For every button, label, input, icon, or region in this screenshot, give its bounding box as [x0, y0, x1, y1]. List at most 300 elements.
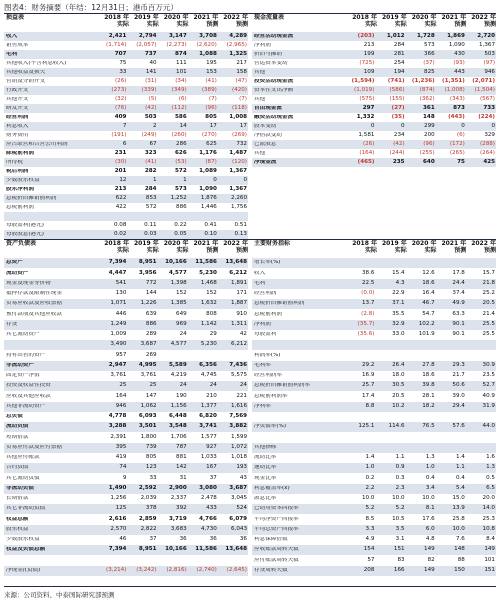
table-row	[252, 268, 496, 278]
cell-value: (42)	[393, 140, 405, 147]
column-year: 2020 年	[163, 14, 189, 21]
cell-value: (34)	[175, 77, 187, 84]
cell-value: 808	[206, 310, 217, 317]
cell-value: 1,089	[199, 167, 217, 174]
cell-value: 10.2	[392, 402, 405, 409]
row-label: 净现金流	[254, 159, 277, 165]
column-year: 2018 年	[352, 14, 377, 21]
cell-value: (47)	[235, 77, 247, 84]
cell-value: 1,367	[478, 41, 495, 48]
cell-value: 21.8	[482, 279, 495, 286]
cell-value: (465)	[357, 158, 375, 165]
column-year: 2019 年	[133, 14, 159, 21]
cell-value: 910	[236, 310, 247, 317]
cell-value: 573	[175, 185, 187, 192]
cell-value: 208	[363, 566, 375, 573]
column-year: 2018 年	[104, 240, 129, 247]
column-header	[347, 241, 377, 255]
cell-value: 1,367	[229, 185, 247, 192]
row-label: 净利润	[254, 42, 271, 48]
cell-value: 3,501	[138, 423, 157, 430]
cell-value: 1.1	[455, 464, 465, 471]
cell-value: (42)	[145, 104, 157, 111]
table-row	[4, 566, 248, 576]
row-label: 经营利润	[254, 291, 277, 297]
cell-value: 190	[176, 392, 187, 399]
cell-value: 13,648	[225, 259, 247, 266]
cell-value: (1,504)	[474, 86, 495, 93]
cell-value: 24	[179, 331, 187, 338]
cell-value: 3.3	[365, 525, 375, 532]
table-row	[4, 555, 248, 565]
cell-value: 1,009	[110, 331, 127, 338]
table-row	[4, 463, 248, 473]
cell-value: (7)	[239, 95, 247, 102]
cell-value: 67	[149, 140, 157, 147]
column-header	[188, 15, 218, 29]
cell-value: 147	[145, 392, 157, 399]
table-row	[252, 158, 496, 167]
cell-value: (3,242)	[136, 566, 157, 573]
table-row	[4, 504, 248, 514]
cell-value: (2,057)	[136, 41, 157, 48]
row-label: 利息保障倍数	[254, 537, 288, 543]
table-row	[4, 545, 248, 555]
cell-value: 25	[149, 382, 157, 389]
row-label: 应占联营和合营公司利润	[6, 141, 68, 147]
cell-value: 102.2	[418, 320, 435, 327]
cell-value: (741)	[387, 77, 405, 84]
row-label: 净利率	[254, 403, 271, 409]
cell-value: 7	[122, 122, 127, 129]
cell-value: 4,577	[169, 269, 187, 276]
row-label: 毛利率	[254, 362, 271, 368]
table-row	[4, 279, 248, 289]
table-row	[4, 289, 248, 299]
cell-value: (97)	[483, 59, 495, 66]
cell-value: 31.9	[482, 402, 495, 409]
cell-value: 4,219	[170, 372, 187, 379]
column-status: 实际	[394, 246, 407, 254]
cell-value: 503	[484, 50, 495, 57]
cell-value: 0.4	[425, 474, 435, 481]
cell-value: 3,741	[199, 423, 217, 430]
cell-value: 2,337	[170, 495, 187, 502]
row-label: 经营活动现金流	[254, 33, 294, 39]
table-row	[252, 361, 496, 371]
cell-value: 21.4	[482, 310, 495, 317]
cell-value: (76)	[114, 104, 127, 111]
table-row	[4, 371, 248, 381]
cell-value: 12.6	[422, 269, 435, 276]
cell-value: 969	[176, 320, 187, 327]
cell-value: 3,147	[169, 32, 187, 39]
cell-value: 1,072	[230, 443, 247, 450]
table-row	[4, 494, 248, 504]
cell-value: 57.6	[452, 423, 465, 430]
cell-value: 15.0	[452, 495, 465, 502]
cell-value: 3,548	[169, 423, 187, 430]
cell-value: 297	[362, 104, 375, 111]
cell-value: 1,632	[200, 300, 217, 307]
cell-value: 0.3	[395, 474, 405, 481]
cell-value: 626	[175, 149, 187, 156]
cell-value: 739	[145, 443, 157, 450]
cell-value: 101.9	[418, 331, 435, 338]
cell-value: 15.4	[392, 269, 405, 276]
cell-value: 7,394	[108, 546, 127, 553]
cell-value: 6	[122, 140, 127, 147]
cell-value: 0.4	[455, 474, 465, 481]
row-label: 除税前利润	[6, 150, 34, 156]
column-header	[436, 15, 466, 29]
column-status: 实际	[116, 20, 129, 28]
table-row	[4, 453, 248, 463]
figure-title: 图表4：财务摘要（年结：12月31日；港币百万元）	[4, 3, 178, 12]
row-label: 合约负债	[6, 465, 29, 471]
cell-value: 25	[119, 382, 127, 389]
cell-value: 269	[145, 351, 157, 358]
column-year: 2022 年	[223, 240, 248, 247]
row-label: 其他收益及损失	[6, 69, 46, 75]
table-row	[4, 104, 248, 113]
cell-value: 10,166	[165, 259, 187, 266]
cell-value: 772	[145, 279, 157, 286]
cell-value: 4,730	[200, 525, 217, 532]
table-row	[252, 402, 496, 412]
table-row	[252, 443, 496, 453]
cell-value: (244)	[389, 149, 405, 156]
cell-value: 20.5	[482, 300, 495, 307]
cell-value: 1,090	[199, 185, 217, 192]
table-row	[4, 391, 248, 401]
cell-value: 29.3	[452, 361, 465, 368]
cell-value: (2,071)	[472, 77, 495, 84]
cell-value: (2,620)	[196, 41, 217, 48]
cell-value: 37	[149, 536, 157, 543]
table-row	[4, 484, 248, 494]
cell-value: 0.08	[113, 221, 127, 228]
column-header	[466, 15, 496, 29]
row-label: 流动负债	[6, 424, 29, 430]
cell-value: (118)	[231, 104, 247, 111]
cell-value: 2,391	[110, 433, 127, 440]
row-label: 贸易应付款及应付票据	[6, 444, 62, 450]
cell-value: 25.3	[482, 515, 495, 522]
cell-value: 1	[153, 176, 157, 183]
cell-value: (1,351)	[442, 77, 465, 84]
cell-value: (26)	[362, 140, 375, 147]
cell-value: (26)	[114, 77, 127, 84]
column-status: 预测	[206, 246, 219, 254]
cell-value: 10.8	[482, 525, 495, 532]
cell-value: 37.4	[452, 290, 465, 297]
cell-value: 31	[179, 474, 187, 481]
column-header	[99, 241, 129, 255]
row-label: 毛利	[254, 280, 266, 286]
cell-value: (37)	[423, 59, 435, 66]
table-row	[4, 131, 248, 140]
row-label: 总资产	[6, 260, 23, 266]
cell-value: 231	[114, 149, 127, 156]
cell-value: 329	[484, 131, 495, 138]
row-label: 税后利润	[6, 168, 29, 174]
cell-value: 8,951	[138, 259, 157, 266]
cell-value: 0.5	[486, 474, 495, 481]
column-header	[159, 15, 189, 29]
row-label: 长期借款	[6, 496, 29, 502]
row-label: 现金及现金等价物	[6, 280, 51, 286]
cell-value: (1,594)	[351, 77, 375, 84]
cell-value: (343)	[449, 95, 465, 102]
cell-value: 17	[239, 122, 247, 129]
cell-value: 213	[114, 185, 127, 192]
cell-value: 1,062	[140, 402, 157, 409]
cell-value: 25.5	[482, 331, 495, 338]
cell-value: (349)	[171, 86, 187, 93]
cell-value: 39.8	[422, 382, 435, 389]
column-header	[218, 241, 248, 255]
column-year: 2021 年	[441, 14, 467, 21]
table-row	[4, 203, 248, 212]
cell-value: 0.9	[395, 464, 405, 471]
row-label: 息税前利润率	[254, 393, 288, 399]
cell-value: 787	[176, 443, 187, 450]
row-label: 平均净资产回报率	[254, 516, 299, 522]
table-row	[252, 122, 496, 131]
table-row	[4, 167, 248, 176]
cell-value: 1.3	[486, 464, 495, 471]
table-row	[252, 258, 496, 268]
cell-value: 109	[363, 68, 375, 75]
cell-value: 886	[176, 203, 187, 210]
row-label: 其他非流动资产	[6, 403, 46, 409]
cell-value: 27.8	[422, 361, 435, 368]
cell-value: 4,289	[229, 32, 247, 39]
row-label: 已动用资本回报率	[254, 506, 299, 512]
row-label: 非流动负债	[6, 485, 34, 491]
column-year: 2021 年	[193, 14, 219, 21]
cell-value: 0.02	[113, 230, 127, 237]
cell-value: 148	[423, 113, 435, 120]
row-label: 流动比率	[254, 455, 277, 461]
cell-value: 3.5	[395, 525, 405, 532]
table-row	[4, 514, 248, 524]
cell-value: 90.1	[452, 320, 465, 327]
cell-value: 149	[424, 566, 435, 573]
cell-value: 366	[424, 50, 435, 57]
table-title: 主要财务指标	[254, 240, 291, 247]
row-label: 营运资本变动	[254, 60, 288, 66]
cell-value: 36	[239, 536, 247, 543]
cell-value: 210	[206, 392, 217, 399]
column-header	[466, 241, 496, 255]
cell-value: 1,616	[230, 402, 247, 409]
cell-value: 5.2	[395, 505, 405, 512]
table-row	[252, 320, 496, 330]
column-status: 实际	[146, 20, 159, 28]
table-row	[4, 443, 248, 453]
cell-value: 2,260	[230, 194, 247, 201]
cell-value: 1,142	[200, 320, 217, 327]
cell-value: 10.0	[392, 495, 405, 502]
cell-value: (41)	[145, 158, 157, 165]
table-row	[252, 340, 496, 350]
cell-value: 167	[206, 464, 217, 471]
cell-value: 1.4	[365, 454, 375, 461]
cell-value: 1,490	[108, 484, 127, 491]
row-label: 速动比率	[254, 465, 277, 471]
cell-value: 419	[115, 454, 127, 461]
row-label: 利息覆盖率(x)	[254, 485, 290, 491]
cell-value: 1,869	[447, 32, 465, 39]
cell-value: 0.41	[204, 221, 217, 228]
column-status: 预测	[483, 246, 496, 254]
cell-value: 1,468	[200, 279, 217, 286]
cell-value: 158	[236, 68, 247, 75]
column-header	[407, 241, 437, 255]
table-row	[4, 50, 248, 59]
cell-value: 3,080	[199, 484, 217, 491]
cell-value: 3,719	[169, 515, 187, 522]
table-row	[4, 212, 248, 221]
column-status: 预测	[454, 246, 467, 254]
table-row	[252, 555, 496, 565]
table-header	[252, 15, 496, 32]
cell-value: 1,876	[200, 194, 217, 201]
cell-value: 6.0	[425, 525, 435, 532]
cell-value: (260)	[171, 131, 187, 138]
row-label: 流动资产	[6, 270, 29, 276]
row-label: 股本变动	[254, 123, 277, 129]
column-year: 2018 年	[104, 14, 129, 21]
cell-value: 5,230	[199, 269, 217, 276]
cell-value: 422	[115, 203, 127, 210]
cell-value: 17.4	[361, 392, 375, 399]
cell-value: 24.4	[452, 279, 465, 286]
row-label: 每股盈利	[254, 332, 277, 338]
cell-value: 5.4	[455, 484, 465, 491]
cell-value: (3,214)	[106, 566, 127, 573]
table-row	[252, 514, 496, 524]
cell-value: 2,616	[108, 515, 127, 522]
cell-value: 6,079	[229, 515, 247, 522]
cell-value: (93)	[453, 59, 465, 66]
cell-value: 13.9	[452, 505, 465, 512]
row-label: 经营利润	[6, 114, 29, 120]
cell-value: 142	[176, 464, 187, 471]
cell-value: 13.7	[361, 300, 375, 307]
cell-value: 0.05	[174, 230, 187, 237]
cell-value: 6.5	[486, 484, 495, 491]
cell-value: 171	[236, 290, 247, 297]
table-row	[4, 86, 248, 95]
column-status: 预测	[454, 20, 467, 28]
cell-value: 221	[236, 392, 247, 399]
cell-value: 0.13	[234, 230, 247, 237]
cell-value: 2,039	[140, 495, 157, 502]
cell-value: 572	[145, 203, 157, 210]
cell-value: (269)	[231, 131, 247, 138]
table-header	[4, 15, 248, 32]
table-row	[4, 68, 248, 77]
cell-value: (203)	[357, 32, 375, 39]
table-row	[252, 77, 496, 86]
row-label: 抵押存款及限制性现金	[6, 291, 62, 297]
cell-value: 2,421	[108, 32, 127, 39]
cell-value: (389)	[201, 86, 217, 93]
cell-value: 4,995	[138, 361, 157, 368]
cell-value: 1,008	[229, 113, 247, 120]
column-year: 2020 年	[411, 240, 437, 247]
cell-value: (2,816)	[166, 566, 187, 573]
cell-value: 57	[367, 556, 375, 563]
cell-value: 130	[115, 290, 127, 297]
row-label: 净现金/(负债)	[6, 567, 41, 573]
cell-value: 29	[209, 331, 217, 338]
row-label: 平均总资产回报率	[254, 526, 299, 532]
cell-value: 2,947	[108, 361, 127, 368]
row-label: 其他	[254, 69, 266, 75]
cell-value: 46.7	[422, 300, 435, 307]
table-row	[4, 158, 248, 167]
cell-value: 10,166	[165, 546, 187, 553]
table-row	[4, 194, 248, 203]
cell-value: 3,045	[230, 495, 247, 502]
column-year: 2019 年	[133, 240, 159, 247]
column-header	[129, 241, 159, 255]
cell-value: 7,436	[229, 361, 247, 368]
cell-value: 1,887	[230, 300, 247, 307]
table-row	[4, 258, 248, 268]
table-row	[252, 41, 496, 50]
column-year: 2021 年	[193, 240, 219, 247]
table-row	[252, 104, 496, 113]
cell-value: 572	[175, 167, 187, 174]
cell-value: 2.2	[365, 484, 375, 491]
cell-value: 8,951	[138, 546, 157, 553]
cell-value: 4,778	[108, 413, 127, 420]
cell-value: 733	[483, 104, 495, 111]
table-row	[4, 185, 248, 194]
cell-value: 0.2	[365, 474, 375, 481]
row-label: 股东净利润	[6, 186, 34, 192]
cell-value: (273)	[111, 86, 127, 93]
cell-value: 503	[144, 113, 157, 120]
cell-value: 166	[393, 566, 405, 573]
row-label: 利润率(%)	[254, 352, 281, 358]
cell-value: 3.4	[425, 484, 435, 491]
row-label: 其它流动资产	[6, 332, 40, 338]
row-label: 经营利润率	[254, 373, 282, 379]
cell-value: 873	[453, 104, 465, 111]
cell-value: 4,745	[200, 372, 217, 379]
cell-value: 199	[363, 50, 375, 57]
column-year: 2019 年	[381, 240, 407, 247]
cell-value: 573	[424, 41, 435, 48]
table-row	[252, 412, 496, 422]
table-row	[252, 371, 496, 381]
column-year: 2022 年	[223, 14, 248, 21]
cell-value: 10.5	[392, 515, 405, 522]
cell-value: 125.1	[358, 423, 375, 430]
table-row	[4, 299, 248, 309]
row-label: 少数股东权益	[6, 537, 40, 543]
row-label: 毛利	[6, 51, 18, 57]
table-row	[4, 113, 248, 122]
table-row	[4, 422, 248, 432]
cell-value: 1,599	[230, 433, 247, 440]
